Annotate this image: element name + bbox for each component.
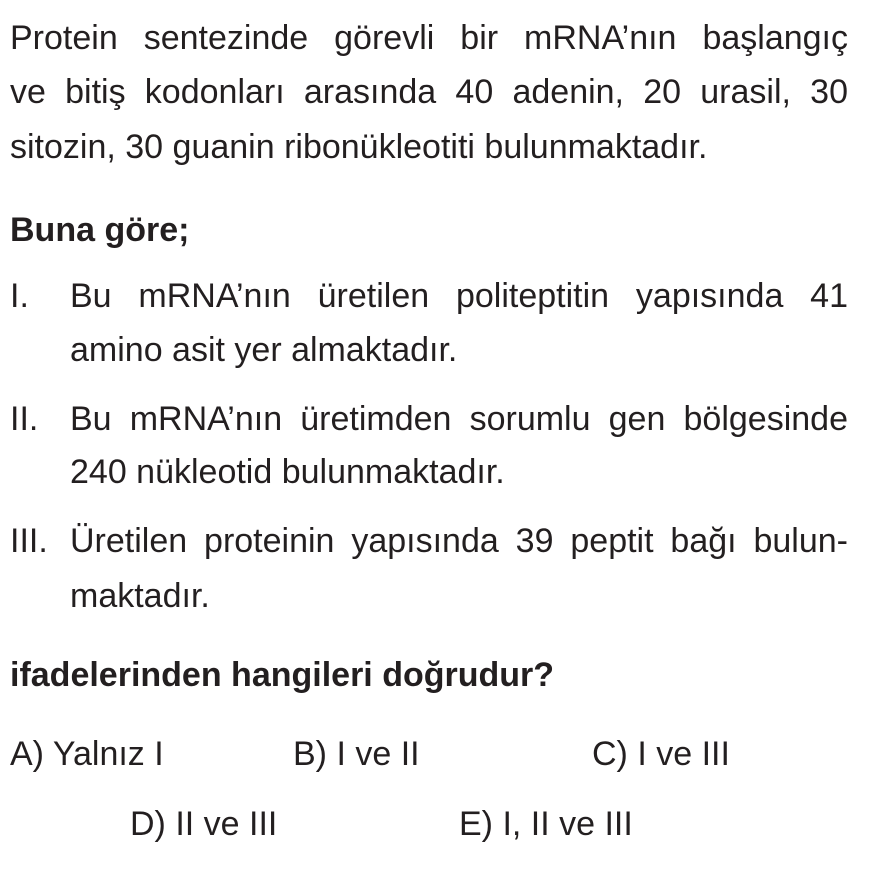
statement-text-line: maktadır.: [70, 577, 210, 615]
choice-e[interactable]: E) I, II ve III: [459, 805, 633, 843]
statement-text-line: 240 nükleotid bulunmaktadır.: [70, 453, 505, 491]
choice-c[interactable]: C) I ve III: [592, 735, 730, 773]
statement-text-line: Bu mRNA’nın üretilen politeptitin yapısında 41: [70, 277, 848, 315]
choice-a[interactable]: A) Yalnız I: [10, 735, 164, 773]
lead-in-text: Buna göre;: [10, 211, 190, 249]
question-prompt: ifadelerinden hangileri doğrudur?: [10, 656, 555, 694]
statement-text-line: Bu mRNA’nın üretimden sorumlu gen bölgesinde: [70, 400, 848, 438]
choice-d[interactable]: D) II ve III: [130, 805, 278, 843]
stem-line-1: Protein sentezinde görevli bir mRNA’nın başlangıç: [10, 19, 848, 57]
statement-text-line: amino asit yer almaktadır.: [70, 331, 458, 369]
statement-numeral: I.: [10, 277, 29, 315]
stem-line-3: sitozin, 30 guanin ribonükleotiti bulunmaktadır.: [10, 128, 708, 166]
statement-numeral: II.: [10, 400, 39, 438]
statement-numeral: III.: [10, 522, 48, 560]
statement-text-line: Üretilen proteinin yapısında 39 peptit bağı bulun-: [70, 522, 848, 560]
stem-line-2: ve bitiş kodonları arasında 40 adenin, 20 urasil, 30: [10, 73, 848, 111]
choice-b[interactable]: B) I ve II: [293, 735, 420, 773]
